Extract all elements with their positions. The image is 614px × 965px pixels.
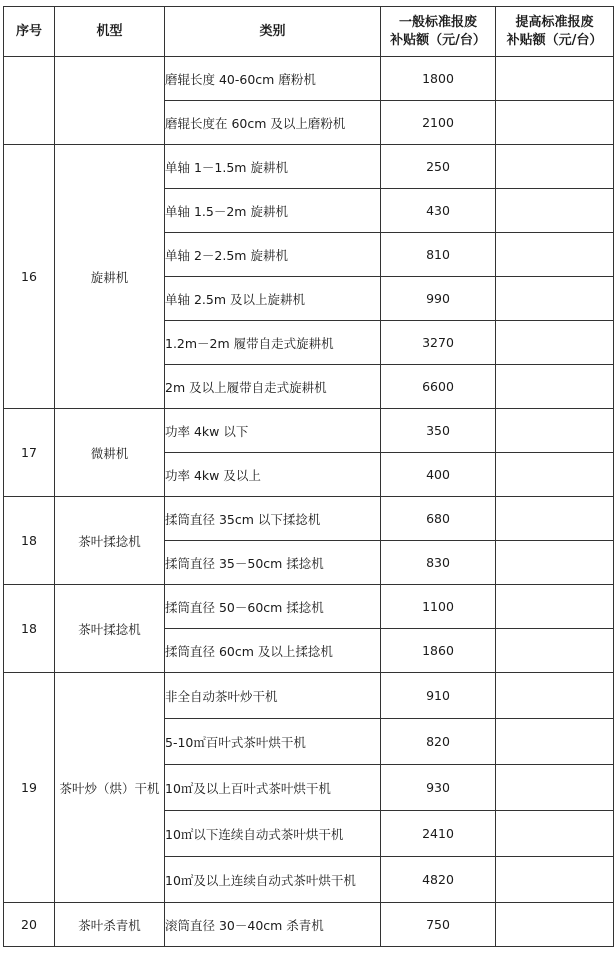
header-raised-line1: 提高标准报废 [515, 14, 594, 30]
header-seq: 序号 [4, 7, 55, 57]
model-cell: 茶叶杀青机 [55, 903, 165, 947]
raised-subsidy-cell [496, 585, 614, 629]
table-row [4, 409, 614, 453]
header-category: 类别 [165, 7, 381, 57]
seq-cell: 18 [4, 585, 55, 673]
category-cell: 滚筒直径 30－40cm 杀青机 [165, 903, 381, 947]
raised-subsidy-cell [496, 719, 614, 765]
general-subsidy-cell: 4820 [381, 857, 496, 903]
header-general-line1: 一般标准报废 [398, 14, 477, 30]
seq-cell [4, 57, 55, 145]
header-model: 机型 [55, 7, 165, 57]
raised-subsidy-cell [496, 233, 614, 277]
model-cell: 茶叶炒（烘）干机 [55, 673, 165, 903]
subsidy-table [3, 6, 614, 947]
raised-subsidy-cell [496, 409, 614, 453]
raised-subsidy-cell [496, 277, 614, 321]
raised-subsidy-cell [496, 673, 614, 719]
raised-subsidy-cell [496, 857, 614, 903]
model-cell: 茶叶揉捻机 [55, 585, 165, 673]
raised-subsidy-cell [496, 189, 614, 233]
table-row [4, 903, 614, 947]
general-subsidy-cell: 400 [381, 453, 496, 497]
general-subsidy-cell: 250 [381, 145, 496, 189]
raised-subsidy-cell [496, 765, 614, 811]
category-cell: 非全自动茶叶炒干机 [165, 673, 381, 719]
general-subsidy-cell: 820 [381, 719, 496, 765]
raised-subsidy-cell [496, 629, 614, 673]
general-subsidy-cell: 680 [381, 497, 496, 541]
header-general-line2: 补贴额（元/台） [390, 32, 486, 48]
general-subsidy-cell: 430 [381, 189, 496, 233]
model-cell: 茶叶揉捻机 [55, 497, 165, 585]
header-row [4, 7, 614, 57]
header-general-subsidy [381, 7, 496, 57]
category-cell: 功率 4kw 以下 [165, 409, 381, 453]
raised-subsidy-cell [496, 57, 614, 101]
category-cell: 10㎡以下连续自动式茶叶烘干机 [165, 811, 381, 857]
general-subsidy-cell: 990 [381, 277, 496, 321]
raised-subsidy-cell [496, 453, 614, 497]
category-cell: 2m 及以上履带自走式旋耕机 [165, 365, 381, 409]
general-subsidy-cell: 910 [381, 673, 496, 719]
raised-subsidy-cell [496, 811, 614, 857]
model-cell: 微耕机 [55, 409, 165, 497]
seq-cell: 16 [4, 145, 55, 409]
raised-subsidy-cell [496, 145, 614, 189]
general-subsidy-cell: 2100 [381, 101, 496, 145]
general-subsidy-cell: 1800 [381, 57, 496, 101]
category-cell: 单轴 2.5m 及以上旋耕机 [165, 277, 381, 321]
raised-subsidy-cell [496, 903, 614, 947]
table-row [4, 57, 614, 101]
table-row [4, 145, 614, 189]
model-cell [55, 57, 165, 145]
category-cell: 单轴 2－2.5m 旋耕机 [165, 233, 381, 277]
category-cell: 单轴 1.5－2m 旋耕机 [165, 189, 381, 233]
table-row [4, 585, 614, 629]
general-subsidy-cell: 1100 [381, 585, 496, 629]
general-subsidy-cell: 1860 [381, 629, 496, 673]
general-subsidy-cell: 750 [381, 903, 496, 947]
general-subsidy-cell: 830 [381, 541, 496, 585]
category-cell: 揉筒直径 35cm 以下揉捻机 [165, 497, 381, 541]
raised-subsidy-cell [496, 321, 614, 365]
model-cell: 旋耕机 [55, 145, 165, 409]
raised-subsidy-cell [496, 101, 614, 145]
category-cell: 揉筒直径 35－50cm 揉捻机 [165, 541, 381, 585]
category-cell: 揉筒直径 60cm 及以上揉捻机 [165, 629, 381, 673]
raised-subsidy-cell [496, 497, 614, 541]
seq-cell: 17 [4, 409, 55, 497]
category-cell: 5-10㎡百叶式茶叶烘干机 [165, 719, 381, 765]
general-subsidy-cell: 6600 [381, 365, 496, 409]
seq-cell: 18 [4, 497, 55, 585]
category-cell: 1.2m－2m 履带自走式旋耕机 [165, 321, 381, 365]
general-subsidy-cell: 2410 [381, 811, 496, 857]
table-row [4, 673, 614, 719]
header-raised-subsidy [496, 7, 614, 57]
general-subsidy-cell: 3270 [381, 321, 496, 365]
category-cell: 单轴 1－1.5m 旋耕机 [165, 145, 381, 189]
seq-cell: 19 [4, 673, 55, 903]
general-subsidy-cell: 930 [381, 765, 496, 811]
category-cell: 磨辊长度 40-60cm 磨粉机 [165, 57, 381, 101]
category-cell: 10㎡及以上连续自动式茶叶烘干机 [165, 857, 381, 903]
seq-cell: 20 [4, 903, 55, 947]
category-cell: 10㎡及以上百叶式茶叶烘干机 [165, 765, 381, 811]
raised-subsidy-cell [496, 365, 614, 409]
general-subsidy-cell: 810 [381, 233, 496, 277]
general-subsidy-cell: 350 [381, 409, 496, 453]
raised-subsidy-cell [496, 541, 614, 585]
category-cell: 磨辊长度在 60cm 及以上磨粉机 [165, 101, 381, 145]
category-cell: 功率 4kw 及以上 [165, 453, 381, 497]
header-raised-line2: 补贴额（元/台） [506, 32, 603, 48]
category-cell: 揉筒直径 50－60cm 揉捻机 [165, 585, 381, 629]
table-row [4, 497, 614, 541]
